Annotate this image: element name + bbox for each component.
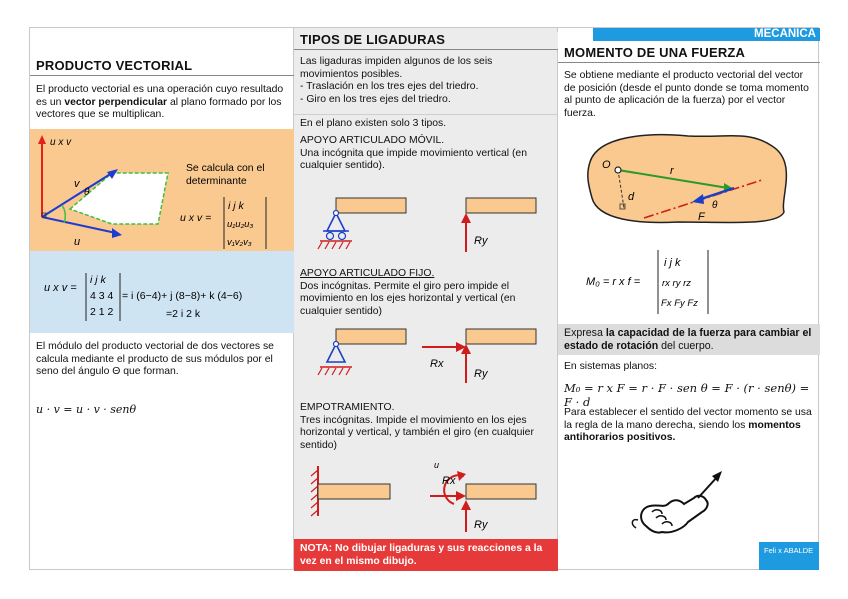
modulo-text: El módulo del producto vectorial de dos vectores se calcula mediante el producto de sus módulos por el seno del ángulo Θ que forman. [36,341,274,378]
rigid-body [588,135,787,223]
label-Ry: Ry [474,519,488,531]
mo-row2: rx ry rz [662,278,692,289]
plane-systems-label: En sistemas planos: [564,361,657,372]
right-hand-icon [628,468,738,546]
det-row2: u₁u₂u₃ [227,219,254,230]
plane-moment-formula: M₀ = r x F = r · F · sen θ = F · (r · senθ) = F · d [564,381,810,409]
example-determinant [30,251,294,333]
cheat-sheet [29,27,819,570]
example-row3: 2 1 2 [90,306,114,318]
parallelogram-area [70,173,168,224]
fixed-end-diagram [294,456,558,538]
label-F: F [698,211,705,223]
example-lhs: u x v = [44,282,77,294]
three-types-text: En el plano existen solo 3 tipos. [300,118,447,129]
label-d: d [628,191,635,203]
note-banner: NOTA: No dibujar ligaduras y sus reacciones a la vez en el mismo dibujo. [294,539,558,571]
support-text: Tres incógnitas. Impide el movimiento en los ejes horizontal y vertical, y también el giro (en cualquier sentido) [300,414,534,451]
example-result: =2 i 2 k [166,308,201,320]
section-title: PRODUCTO VECTORIAL [30,58,294,76]
vector-diagram [30,129,294,251]
example-row1: i j k [90,274,106,286]
support-text: Una incógnita que impide movimiento vertical (en cualquier sentido). [300,147,527,172]
support-fixed-end [300,402,552,452]
label-theta: θ [712,200,718,211]
support-movable [300,135,552,173]
column-ligaduras [294,28,558,569]
support-title: APOYO ARTICULADO MÓVIL. [300,135,445,146]
modulo-formula: u · v = u · v · senθ [36,403,137,416]
support-title: APOYO ARTICULADO FIJO. [300,268,435,279]
label-r: r [670,165,674,177]
vector-u-arrowhead [112,228,122,238]
support-text: Dos incógnitas. Permite el giro pero impide el movimiento en los ejes horizontal y vertical (en cualquier sentido) [300,280,516,317]
label-v: v [74,178,80,190]
subject-tag: MECANICA [593,28,820,41]
moment-determinant [558,242,820,318]
example-row2: 4 3 4 [90,290,114,302]
det-row1: i j k [228,200,244,212]
example-expansion: = i (6−4)+ j (8−8)+ k (4−6) [122,290,243,302]
label-Rx: Rx [430,358,444,370]
section-title: MOMENTO DE UNA FUERZA [558,45,820,63]
det-lhs: u x v = [180,212,212,224]
vector-diagram-panel [30,129,294,251]
det-row3: v₁v₂v₃ [227,237,252,248]
support-title: EMPOTRAMIENTO. [300,402,395,413]
divider [294,114,558,115]
intro-text: El producto vectorial es una operación cuyo resultado es un vector perpendicular al plano formado por los vectores que se multiplican. [36,84,284,121]
label-u: u [434,460,440,470]
mo-row3: Fx Fy Fz [661,298,698,309]
section-title: TIPOS DE LIGADURAS [294,32,558,50]
author-badge: Feli x ABALDE [759,542,819,570]
label-Ry: Ry [474,368,488,380]
label-Rx: Rx [442,475,456,487]
column-producto-vectorial [30,28,294,569]
label-theta: θ [84,187,90,198]
definition-band: Expresa la capacidad de la fuerza para cambiar el estado de rotación del cuerpo. [558,324,820,355]
angle-arc [62,205,65,223]
label-Ry: Ry [474,235,488,247]
column-momento [558,28,820,569]
right-hand-rule-text: Para establecer el sentido del vector momento se usa la regla de la mano derecha, siendo los momentos antihorarios positivos. [564,407,812,444]
moment-diagram [558,128,820,228]
example-panel [30,251,294,333]
fixed-support-diagram [294,321,558,401]
label-O: O [602,159,611,171]
mo-lhs: M₀ = r x f = [586,276,641,288]
label-u: u [74,236,81,248]
cross-vector-arrowhead [38,135,46,144]
support-fixed [300,268,552,318]
label-uxv: u x v [50,137,72,148]
point-O [615,167,621,173]
calc-text: Se calcula con el determinante [186,163,265,187]
intro-text: Las ligaduras impiden algunos de los seis movimientos posibles. - Traslación en los tres ejes del triedro. - Giro en los tres ejes del triedro. [300,56,493,105]
movable-support-diagram [294,186,558,266]
intro-text: Se obtiene mediante el producto vectorial del vector de posición (desde el punto donde se toma momento al punto de aplicación de la fuerza) por el vector fuerza. [564,70,809,119]
mo-row1: i j k [664,257,681,269]
